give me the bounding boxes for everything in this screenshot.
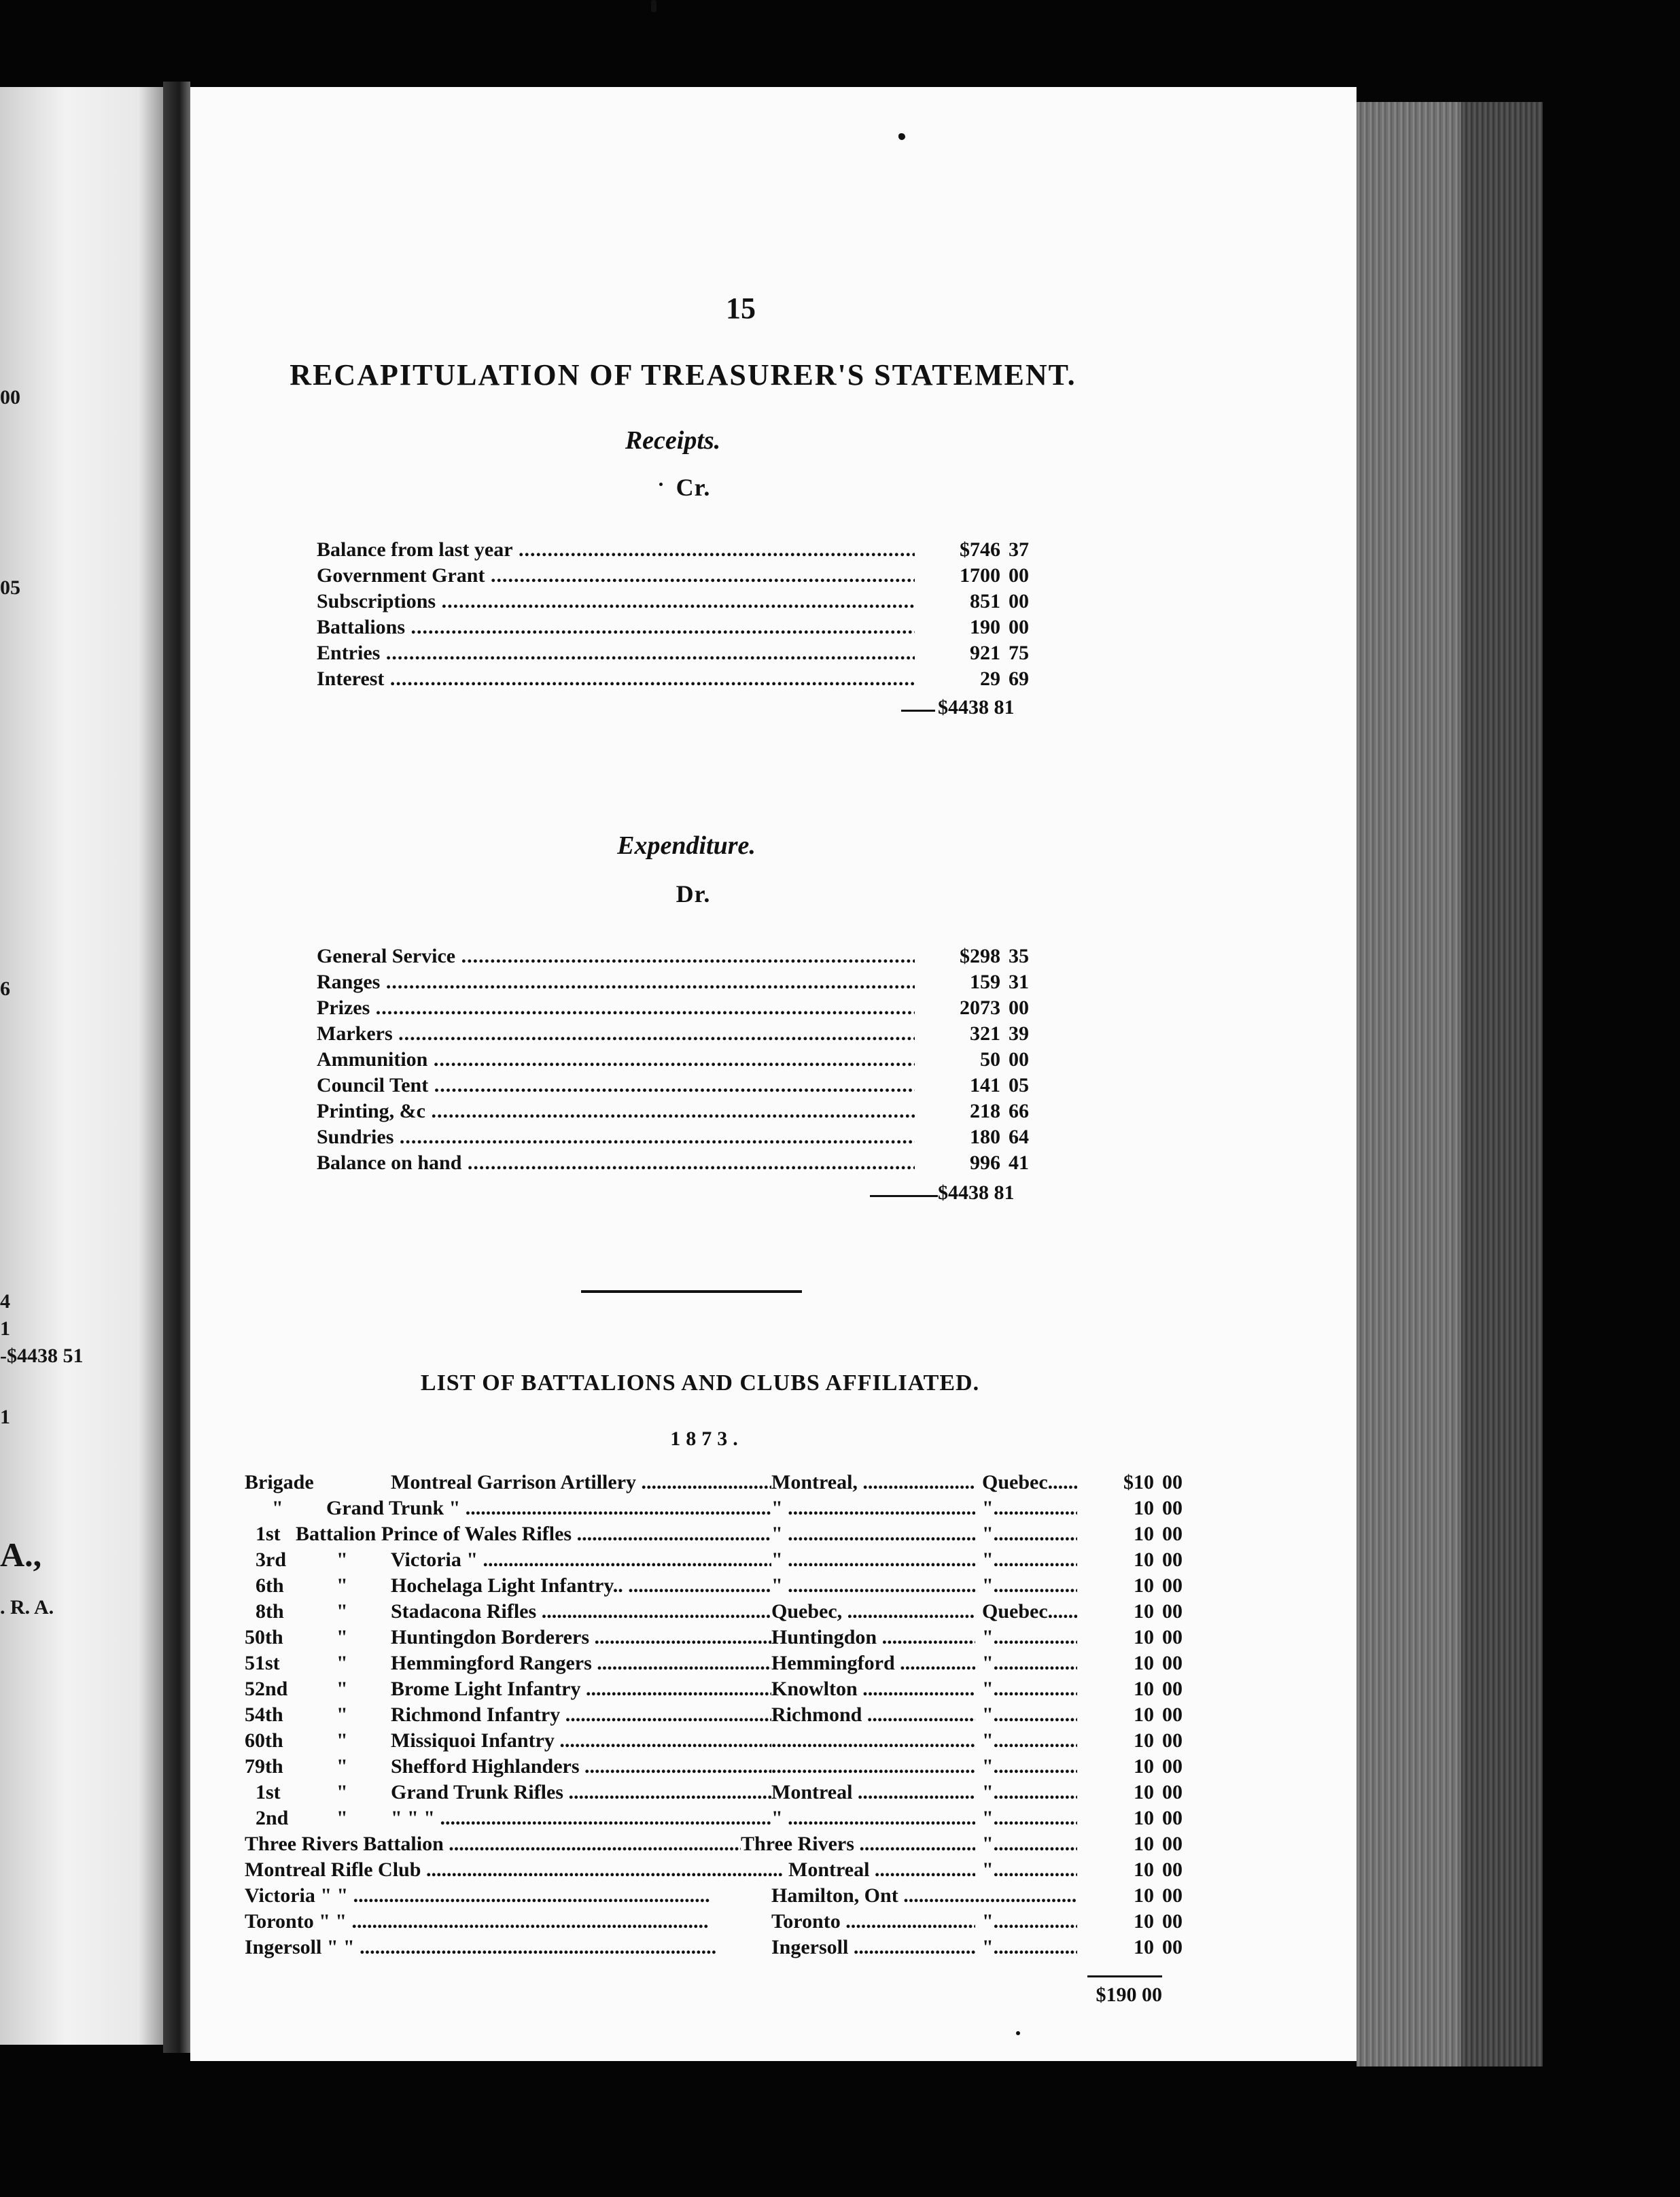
left-fragment: 1 <box>0 1317 10 1340</box>
battalion-number: 50th <box>245 1626 283 1648</box>
credit-label: Cr. <box>676 474 711 501</box>
ledger-cents: 35 <box>1009 945 1029 967</box>
ditto-mark: " <box>336 1600 348 1623</box>
ledger-dollars: $746 <box>915 538 1000 561</box>
battalion-number: 51st <box>245 1652 280 1674</box>
battalion-province: " ..... <box>982 1807 1077 1830</box>
left-fragment: 05 <box>0 576 20 599</box>
total-rule <box>901 710 935 712</box>
ledger-row <box>317 1152 1064 1177</box>
list-item <box>245 1626 1217 1652</box>
fee-cents: 00 <box>1162 1910 1183 1933</box>
battalion-province: " ..... <box>982 1781 1077 1804</box>
battalion-number: 60th <box>245 1729 283 1752</box>
battalion-place <box>771 1729 975 1752</box>
club-place: Montreal ..... <box>788 1858 975 1882</box>
battalion-province: " ..... <box>982 1729 1077 1752</box>
fee-cents: 00 <box>1162 1858 1183 1881</box>
ditto-mark: " <box>336 1549 348 1571</box>
battalion-place: " ..... <box>771 1497 975 1520</box>
ledger-label: Subscriptions ..... <box>317 590 915 613</box>
battalion-number: 3rd <box>256 1549 286 1571</box>
fee-dollars: 10 <box>1134 1833 1154 1855</box>
ledger-row <box>317 616 1064 642</box>
club-province: " ..... <box>982 1833 1077 1856</box>
ledger-cents: 05 <box>1009 1074 1029 1096</box>
print-speck <box>651 0 657 12</box>
ledger-label: Government Grant ..... <box>317 564 915 587</box>
battalion-number: 79th <box>245 1755 283 1778</box>
fee-dollars: 10 <box>1134 1600 1154 1623</box>
fee-cents: 00 <box>1162 1703 1183 1726</box>
left-fragment: -$4438 51 <box>0 1345 84 1367</box>
ledger-row <box>317 945 1064 971</box>
ledger-row <box>317 1100 1064 1126</box>
ledger-label: Ammunition ..... <box>317 1048 915 1071</box>
battalion-number: 2nd <box>256 1807 289 1829</box>
list-item <box>245 1910 1217 1936</box>
battalion-name: Hochelaga Light Infantry.. ..... <box>391 1574 771 1597</box>
fee-dollars: 10 <box>1134 1626 1154 1648</box>
list-item <box>245 1600 1217 1626</box>
battalion-province: " ..... <box>982 1549 1077 1572</box>
list-item <box>245 1471 1217 1497</box>
club-province: " ..... <box>982 1858 1077 1882</box>
club-name: Montreal Rifle Club ..... <box>245 1858 788 1882</box>
ledger-cents: 00 <box>1009 616 1029 638</box>
list-item <box>245 1549 1217 1574</box>
battalion-name: Grand Trunk Rifles ..... <box>391 1781 771 1804</box>
ditto-mark: " <box>336 1652 348 1674</box>
ledger-row <box>317 564 1064 590</box>
battalion-name: Hemmingford Rangers ..... <box>391 1652 771 1675</box>
fee-cents: 00 <box>1162 1936 1183 1958</box>
club-province: " ..... <box>982 1910 1077 1933</box>
battalion-name: Huntingdon Borderers ..... <box>391 1626 771 1649</box>
fee-cents: 00 <box>1162 1600 1183 1623</box>
ditto-mark: " <box>336 1703 348 1726</box>
ledger-row <box>317 971 1064 997</box>
fee-dollars: 10 <box>1134 1858 1154 1881</box>
ledger-row <box>317 1126 1064 1152</box>
list-title: LIST OF BATTALIONS AND CLUBS AFFILIATED. <box>420 1370 980 1396</box>
fee-dollars: 10 <box>1134 1755 1154 1778</box>
ledger-cents: 75 <box>1009 642 1029 664</box>
battalion-place <box>771 1755 975 1778</box>
ledger-label: Balance from last year ..... <box>317 538 915 561</box>
ledger-cents: 69 <box>1009 668 1029 690</box>
battalion-province: " ..... <box>982 1523 1077 1546</box>
battalion-province: " ..... <box>982 1755 1077 1778</box>
page-edges-shadow <box>1461 102 1543 2066</box>
fee-dollars: 10 <box>1134 1523 1154 1545</box>
battalion-place: " ..... <box>771 1574 975 1597</box>
fee-dollars: 10 <box>1134 1574 1154 1597</box>
ledger-label: Council Tent ..... <box>317 1074 915 1097</box>
ledger-cents: 64 <box>1009 1126 1029 1148</box>
affiliated-total: $190 00 <box>1096 1984 1162 2006</box>
battalion-place: Huntingdon ..... <box>771 1626 975 1649</box>
fee-cents: 00 <box>1162 1833 1183 1855</box>
ditto-mark: " <box>336 1807 348 1829</box>
total-rule <box>870 1195 938 1197</box>
list-item <box>245 1703 1217 1729</box>
club-name: Ingersoll " " ..... <box>245 1936 771 1959</box>
battalion-province: " ..... <box>982 1678 1077 1701</box>
list-item <box>245 1574 1217 1600</box>
list-item <box>245 1497 1217 1523</box>
ledger-cents: 00 <box>1009 590 1029 612</box>
battalion-place: " ..... <box>771 1807 975 1830</box>
ledger-cents: 39 <box>1009 1022 1029 1045</box>
battalion-name: Brome Light Infantry ..... <box>391 1678 771 1701</box>
club-place: Ingersoll ..... <box>771 1936 975 1959</box>
battalion-number: Brigade <box>245 1471 314 1493</box>
ledger-dollars: 1700 <box>915 564 1000 587</box>
list-item <box>245 1858 1217 1884</box>
page-title: RECAPITULATION OF TREASURER'S STATEMENT. <box>290 358 1077 392</box>
fee-cents: 00 <box>1162 1884 1183 1907</box>
battalion-place: Montreal ..... <box>771 1781 975 1804</box>
club-place: Hamilton, Ont ..... <box>771 1884 1077 1907</box>
ledger-row <box>317 1048 1064 1074</box>
battalion-number: 8th <box>256 1600 284 1623</box>
battalion-province: " ..... <box>982 1652 1077 1675</box>
fee-cents: 00 <box>1162 1729 1183 1752</box>
battalion-name: Battalion Prince of Wales Rifles ..... <box>296 1523 771 1546</box>
club-name: Toronto " " ..... <box>245 1910 771 1933</box>
battalion-province: Quebec ..... <box>982 1600 1077 1623</box>
fee-dollars: 10 <box>1134 1807 1154 1829</box>
club-name: Three Rivers Battalion ..... <box>245 1833 741 1856</box>
fee-cents: 00 <box>1162 1574 1183 1597</box>
battalion-province: " ..... <box>982 1626 1077 1649</box>
left-fragment: 4 <box>0 1290 10 1313</box>
ditto-mark: " <box>336 1626 348 1648</box>
ledger-row <box>317 538 1064 564</box>
battalion-place: Richmond ..... <box>771 1703 975 1727</box>
left-fragment: . R. A. <box>0 1596 54 1619</box>
left-fragment: 6 <box>0 978 10 1000</box>
page-number: 15 <box>726 292 756 325</box>
list-year: 1873. <box>670 1428 743 1450</box>
ledger-dollars: 321 <box>915 1022 1000 1045</box>
battalion-place: " ..... <box>771 1523 975 1546</box>
battalion-province: " ..... <box>982 1574 1077 1597</box>
ledger-cents: 00 <box>1009 997 1029 1019</box>
battalion-place: Hemmingford ..... <box>771 1652 975 1675</box>
left-fragment: 00 <box>0 386 20 409</box>
list-item <box>245 1884 1217 1910</box>
ledger-label: Balance on hand ..... <box>317 1152 915 1175</box>
list-item <box>245 1652 1217 1678</box>
ledger-label: Interest ..... <box>317 668 915 691</box>
battalion-name: Montreal Garrison Artillery ..... <box>391 1471 771 1494</box>
ledger-label: General Service ..... <box>317 945 915 968</box>
ledger-row <box>317 1022 1064 1048</box>
fee-cents: 00 <box>1162 1678 1183 1700</box>
ledger-label: Ranges ..... <box>317 971 915 994</box>
total-rule <box>1087 1975 1162 1977</box>
ledger-cents: 66 <box>1009 1100 1029 1122</box>
list-item <box>245 1781 1217 1807</box>
club-name: Victoria " " ..... <box>245 1884 771 1907</box>
ledger-label: Prizes ..... <box>317 997 915 1020</box>
fee-cents: 00 <box>1162 1781 1183 1803</box>
battalion-province: " ..... <box>982 1497 1077 1520</box>
fee-cents: 00 <box>1162 1807 1183 1829</box>
fee-cents: 00 <box>1162 1549 1183 1571</box>
ledger-label: Battalions ..... <box>317 616 915 639</box>
battalion-number: 1st <box>256 1781 281 1803</box>
battalion-name: Shefford Highlanders ..... <box>391 1755 771 1778</box>
battalion-province: Quebec ..... <box>982 1471 1077 1494</box>
ditto-mark: " <box>336 1678 348 1700</box>
battalion-number: 6th <box>256 1574 284 1597</box>
battalion-number: 52nd <box>245 1678 288 1700</box>
receipts-total: $4438 81 <box>938 696 1015 719</box>
ditto-mark: " <box>336 1755 348 1778</box>
battalion-name: Victoria " ..... <box>391 1549 771 1572</box>
fee-dollars: 10 <box>1134 1678 1154 1700</box>
ledger-dollars: $298 <box>915 945 1000 968</box>
club-province: " ..... <box>982 1936 1077 1959</box>
fee-dollars: 10 <box>1134 1549 1154 1571</box>
battalion-name: Missiquoi Infantry ..... <box>391 1729 771 1752</box>
ledger-dollars: 218 <box>915 1100 1000 1123</box>
ledger-label: Markers ..... <box>317 1022 915 1045</box>
left-fragment: A., <box>0 1536 42 1574</box>
ledger-dollars: 851 <box>915 590 1000 613</box>
ledger-dollars: 50 <box>915 1048 1000 1071</box>
left-fragment: 1 <box>0 1406 10 1428</box>
list-item <box>245 1523 1217 1549</box>
battalion-name: Stadacona Rifles ..... <box>391 1600 771 1623</box>
fee-dollars: 10 <box>1134 1936 1154 1958</box>
debit-label: Dr. <box>676 880 711 907</box>
fee-dollars: 10 <box>1134 1652 1154 1674</box>
ledger-row <box>317 997 1064 1022</box>
ledger-dollars: 921 <box>915 642 1000 665</box>
ledger-dollars: 180 <box>915 1126 1000 1149</box>
fee-cents: 00 <box>1162 1523 1183 1545</box>
book-gutter <box>163 82 190 2053</box>
list-item <box>245 1807 1217 1833</box>
battalion-number: 1st <box>256 1523 281 1545</box>
fee-dollars: 10 <box>1134 1497 1154 1519</box>
club-place: Toronto ..... <box>771 1910 975 1933</box>
battalion-name: " " " ..... <box>391 1807 771 1830</box>
battalion-name: Richmond Infantry ..... <box>391 1703 771 1727</box>
list-item <box>245 1678 1217 1703</box>
list-item <box>245 1729 1217 1755</box>
battalion-name: Grand Trunk " ..... <box>326 1497 771 1520</box>
ledger-cents: 37 <box>1009 538 1029 561</box>
battalion-place: Knowlton ..... <box>771 1678 975 1701</box>
ledger-dollars: 159 <box>915 971 1000 994</box>
battalion-province: " ..... <box>982 1703 1077 1727</box>
ledger-dollars: 141 <box>915 1074 1000 1097</box>
ledger-dollars: 29 <box>915 668 1000 691</box>
expenditure-heading: Expenditure. <box>617 831 756 860</box>
ledger-dollars: 2073 <box>915 997 1000 1020</box>
section-divider <box>581 1290 802 1293</box>
ledger-dollars: 996 <box>915 1152 1000 1175</box>
list-item <box>245 1936 1217 1962</box>
ledger-cents: 31 <box>1009 971 1029 993</box>
ledger-cents: 41 <box>1009 1152 1029 1174</box>
print-speck <box>659 483 663 486</box>
club-place: Three Rivers ..... <box>741 1833 975 1856</box>
battalion-number: " <box>272 1497 283 1519</box>
fee-cents: 00 <box>1162 1652 1183 1674</box>
ledger-label: Printing, &c ..... <box>317 1100 915 1123</box>
print-speck <box>1016 2031 1020 2035</box>
fee-cents: 00 <box>1162 1755 1183 1778</box>
fee-dollars: 10 <box>1134 1703 1154 1726</box>
ditto-mark: " <box>336 1729 348 1752</box>
ledger-row <box>317 590 1064 616</box>
fee-dollars: 10 <box>1134 1781 1154 1803</box>
fee-cents: 00 <box>1162 1471 1183 1493</box>
ledger-cents: 00 <box>1009 564 1029 587</box>
list-item <box>245 1755 1217 1781</box>
battalion-place: " ..... <box>771 1549 975 1572</box>
fee-dollars: 10 <box>1134 1910 1154 1933</box>
ledger-dollars: 190 <box>915 616 1000 639</box>
left-facing-page <box>0 87 163 2045</box>
fee-dollars: 10 <box>1134 1729 1154 1752</box>
print-speck <box>898 133 905 140</box>
ditto-mark: " <box>336 1781 348 1803</box>
fee-cents: 00 <box>1162 1497 1183 1519</box>
ledger-cents: 00 <box>1009 1048 1029 1071</box>
fee-dollars: 10 <box>1134 1884 1154 1907</box>
expenditure-total: $4438 81 <box>938 1181 1015 1204</box>
ledger-row <box>317 642 1064 668</box>
battalion-place: Montreal, ..... <box>771 1471 975 1494</box>
ledger-row <box>317 668 1064 693</box>
ledger-label: Entries ..... <box>317 642 915 665</box>
document-page <box>190 87 1357 2061</box>
ledger-label: Sundries ..... <box>317 1126 915 1149</box>
ditto-mark: " <box>336 1574 348 1597</box>
list-item <box>245 1833 1217 1858</box>
battalion-number: 54th <box>245 1703 283 1726</box>
battalion-place: Quebec, ..... <box>771 1600 975 1623</box>
ledger-row <box>317 1074 1064 1100</box>
receipts-heading: Receipts. <box>625 426 721 455</box>
fee-cents: 00 <box>1162 1626 1183 1648</box>
fee-dollars: $10 <box>1123 1471 1154 1493</box>
